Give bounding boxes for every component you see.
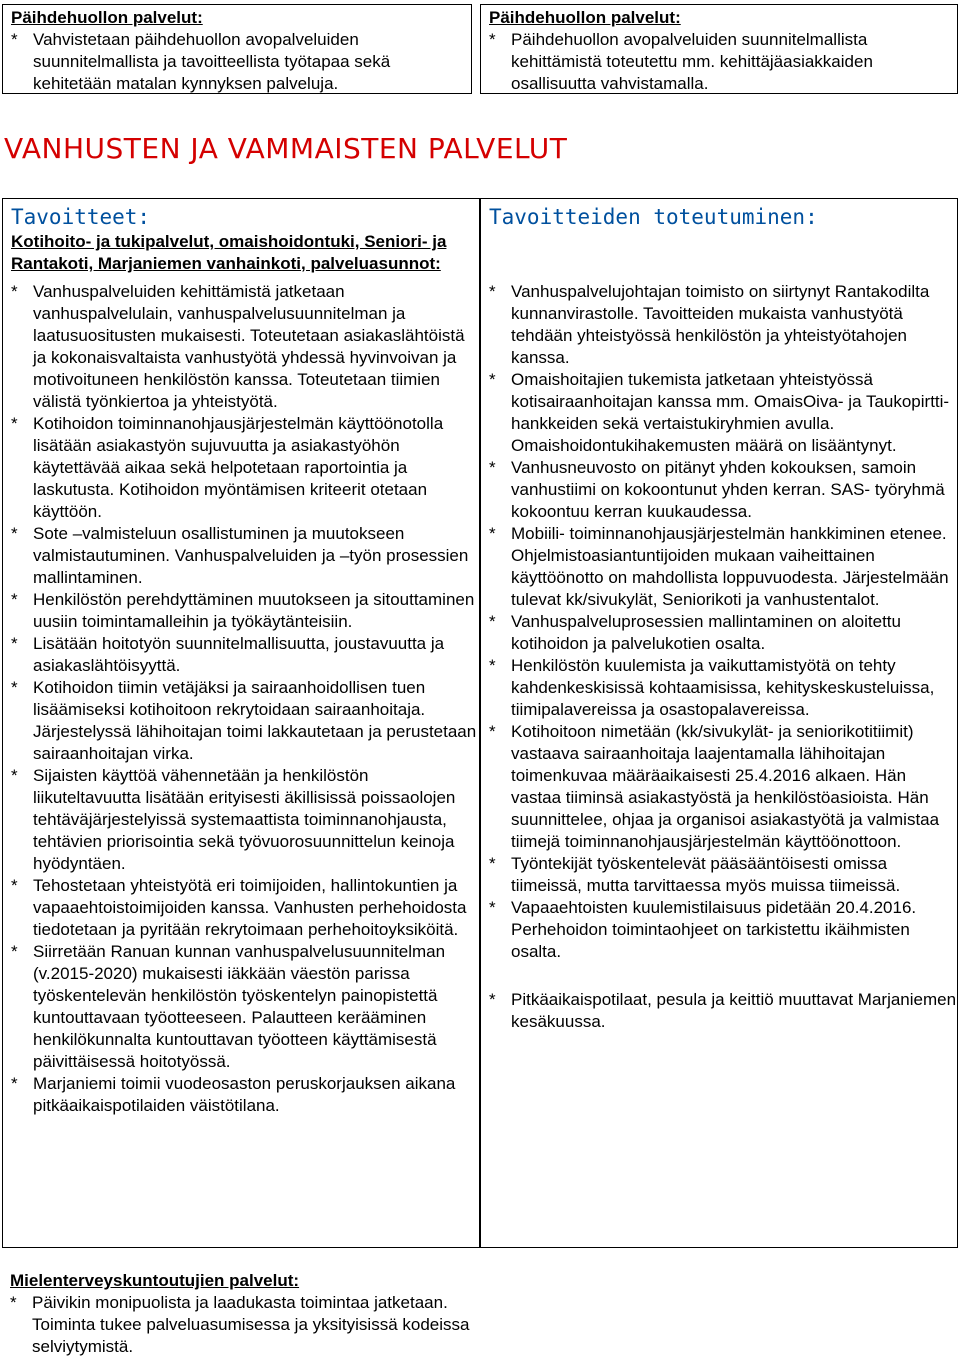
- list-item: [481, 281, 957, 369]
- bullet-star: *: [489, 524, 496, 543]
- list-item: [3, 633, 479, 677]
- section-title: VANHUSTEN JA VAMMAISTEN PALVELUT: [4, 132, 568, 165]
- bullet-star: *: [11, 634, 18, 653]
- list-item-text: Työntekijät työskentelevät pääsääntöisesti omissa tiimeissä, mutta tarvittaessa myös muissa tiimeissä.: [511, 854, 901, 895]
- bullet-star: *: [11, 524, 18, 543]
- bullet-star: *: [489, 898, 496, 917]
- list-item-text: Siirretään Ranuan kunnan vanhuspalvelusuunnitelman (v.2015-2020) mukaisesti iäkkään väestön parissa työskentelevän henkilöstön työskentelyn painopistettä kuntouttavaan työotteeseen. Palautteen kerääminen henkilökunnalta kuntouttavan työotteen käyttämisestä päivittäisessä hoitotyössä.: [33, 942, 446, 1071]
- list-item-text: Marjaniemi toimii vuodeosaston peruskorjauksen aikana pitkäaikaispotilaiden väistötilana.: [33, 1074, 456, 1115]
- list-item: [3, 523, 479, 589]
- list-item-text: Mobiili- toiminnanohjausjärjestelmän hankkiminen etenee. Ohjelmistoasiantuntijoiden mukaan vaiheittainen käyttöönotto on mahdollista loppuvuodesta. Järjestelmään tulevat kk/sivukylät, Seniorikoti ja vanhustentalot.: [511, 524, 949, 609]
- list-item-text: Päivikin monipuolista ja laadukasta toimintaa jatketaan. Toiminta tukee palveluasumisessa ja yksityisissä kodeissa selviytymistä.: [32, 1293, 470, 1356]
- list-item: [481, 721, 957, 853]
- list-item: [481, 369, 957, 457]
- list-item-text: Tehostetaan yhteistyötä eri toimijoiden, hallintokuntien ja vapaaehtoistoimijoiden kanssa. Vanhusten perhehoidosta tiedotetaan ja pyritään rekrytoimaan perhehoitoyksiköitä.: [33, 876, 467, 939]
- top-right-heading: Päihdehuollon palvelut:: [489, 8, 681, 27]
- bullet-star: *: [11, 590, 18, 609]
- goals-heading: Tavoitteet:: [11, 205, 151, 229]
- list-item: [3, 413, 479, 523]
- list-item: [3, 941, 479, 1073]
- list-item-text: Vanhuspalveluiden kehittämistä jatketaan vanhuspalvelulain, vanhuspalvelusuunnitelman ja laatusuositusten mukaisesti. Toteutetaan asiakaslähtöistä ja kokonaisvaltaista vanhustyötä yhdessä hyvinvoivan ja motivoituneen henkilöstön kanssa. Toteutetaan tiimien välistä työnkiertoa ja yhteistyötä.: [33, 282, 465, 411]
- list-item-text: Vahvistetaan päihdehuollon avopalveluiden suunnitelmallista ja tavoitteellista työtapaa sekä kehitetään matalan kynnyksen palveluja.: [33, 30, 391, 93]
- top-right-box: [480, 4, 958, 94]
- spacer: [481, 963, 957, 989]
- list-item: [3, 765, 479, 875]
- list-item: [3, 281, 479, 413]
- list-item-text: Sijaisten käyttöä vähennetään ja henkilöstön liikuteltavuutta lisätään erityisesti äkillisissä poissaolojen tehtäväjärjestelyissä systemaattista toiminnanohjausta, tehtävien priorisointia sekä työvuorosuunnittelun keinoja hyödyntäen.: [33, 766, 456, 873]
- bullet-star: *: [489, 30, 496, 49]
- outcomes-list: [481, 281, 957, 1033]
- bullet-star: *: [489, 612, 496, 631]
- list-item-text: Kotihoidon tiimin vetäjäksi ja sairaanhoidollisen tuen lisäämiseksi kotihoitoon rekrytoidaan sairaanhoitaja. Järjestelyssä lähihoitajan toimi lakkautetaan ja perustetaan sairaanhoitajan virka.: [33, 678, 477, 763]
- list-item: [2, 1292, 472, 1358]
- bullet-star: *: [489, 458, 496, 477]
- list-item: [481, 457, 957, 523]
- bullet-star: *: [489, 990, 496, 1009]
- top-left-box: [2, 4, 472, 94]
- bullet-star: *: [11, 414, 18, 433]
- bullet-star: *: [11, 30, 18, 49]
- list-item: [481, 611, 957, 655]
- outcomes-column: [480, 198, 958, 1248]
- list-item: [3, 29, 471, 95]
- list-item-text: Kotihoidon toiminnanohjausjärjestelmän käyttöönotolla lisätään asiakastyön sujuvuutta ja asiakastyöhön käytettävää aikaa sekä helpotetaan raportointia ja laskutusta. Kotihoidon myöntämisen kriteerit otetaan käyttöön.: [33, 414, 444, 521]
- list-item: [481, 29, 957, 95]
- bullet-star: *: [11, 876, 18, 895]
- list-item: [3, 677, 479, 765]
- list-item: [481, 897, 957, 963]
- bullet-star: *: [11, 942, 18, 961]
- bullet-star: *: [489, 656, 496, 675]
- list-item-text: Henkilöstön kuulemista ja vaikuttamistyötä on tehty kahdenkeskisissä kohtaamisissa, kehityskeskusteluissa, tiimipalavereissa ja osastopalavereissa.: [511, 656, 935, 719]
- list-item-text: Lisätään hoitotyön suunnitelmallisuutta, joustavuutta ja asiakaslähtöisyyttä.: [33, 634, 445, 675]
- list-item-text: Henkilöstön perehdyttäminen muutokseen ja sitouttaminen uusiin toimintamalleihin ja työkäytänteisiin.: [33, 590, 475, 631]
- list-item-text: Sote –valmisteluun osallistuminen ja muutokseen valmistautuminen. Vanhuspalveluiden ja –työn prosessien mallintaminen.: [33, 524, 469, 587]
- bullet-star: *: [489, 854, 496, 873]
- mental-health-heading: Mielenterveyskuntoutujien palvelut:: [10, 1271, 300, 1290]
- list-item-text: Vanhusneuvosto on pitänyt yhden kokouksen, samoin vanhustiimi on kokoontunut yhden kerran. SAS- työryhmä kokoontuu kerran kuukaudessa.: [511, 458, 945, 521]
- top-left-heading: Päihdehuollon palvelut:: [11, 8, 203, 27]
- list-item: [481, 655, 957, 721]
- mental-health-section: [2, 1268, 472, 1358]
- goals-list: [3, 281, 479, 1117]
- list-item-text: Vapaaehtoisten kuulemistilaisuus pidetään 20.4.2016. Perhehoidon toimintaohjeet on tarkistettu ikäihmisten osalta.: [511, 898, 917, 961]
- goals-column: [2, 198, 480, 1248]
- list-item-text: Päihdehuollon avopalveluiden suunnitelmallista kehittämistä toteutettu mm. kehittäjäasiakkaiden osallisuutta vahvistamalla.: [511, 30, 873, 93]
- list-item: [481, 523, 957, 611]
- list-item-text: Kotihoitoon nimetään (kk/sivukylät- ja seniorikotitiimit) vastaava sairaanhoitaja laajentamalla lähihoitajan toimenkuvaa määräaikaisesti 25.4.2016 alkaen. Hän vastaa tiiminsä asiakastyöstä ja henkilöstöasioista. Hän suunnittelee, ohjaa ja organisoi asiakastyötä ja valmistaa tiimejä toiminnanohjausjärjestelmän käyttöönottoon.: [511, 722, 940, 851]
- list-item-text: Vanhuspalvelujohtajan toimisto on siirtynyt Rantakodilta kunnanvirastolle. Tavoitteiden mukaista vanhustyötä tehdään yhteistyössä henkilöstön ja yhteistyötahojen kanssa.: [511, 282, 930, 367]
- outcomes-heading: Tavoitteiden toteutuminen:: [489, 205, 818, 229]
- goals-subheading: Kotihoito- ja tukipalvelut, omaishoidontuki, Seniori- ja Rantakoti, Marjaniemen vanhainkoti, palveluasunnot:: [11, 232, 447, 273]
- list-item: [481, 853, 957, 897]
- bullet-star: *: [10, 1293, 17, 1312]
- list-item-text: Omaishoitajien tukemista jatketaan yhteistyössä kotisairaanhoitajan kanssa mm. OmaisOiva- ja Taukopirtti- hankkeiden sekä vertaistukiryhmien avulla. Omaishoidontukihakemusten määrä on lisääntynyt.: [511, 370, 950, 455]
- bullet-star: *: [489, 722, 496, 741]
- bullet-star: *: [11, 766, 18, 785]
- list-item: [3, 1073, 479, 1117]
- list-item-text: Pitkäaikaispotilaat, pesula ja keittiö muuttavat Marjaniemen kesäkuussa.: [511, 990, 957, 1031]
- list-item: [3, 589, 479, 633]
- bullet-star: *: [11, 282, 18, 301]
- bullet-star: *: [489, 370, 496, 389]
- bullet-star: *: [11, 1074, 18, 1093]
- bullet-star: *: [11, 678, 18, 697]
- list-item: [3, 875, 479, 941]
- list-item: [481, 989, 957, 1033]
- bullet-star: *: [489, 282, 496, 301]
- list-item-text: Vanhuspalveluprosessien mallintaminen on aloitettu kotihoidon ja palvelukotien osalta.: [511, 612, 901, 653]
